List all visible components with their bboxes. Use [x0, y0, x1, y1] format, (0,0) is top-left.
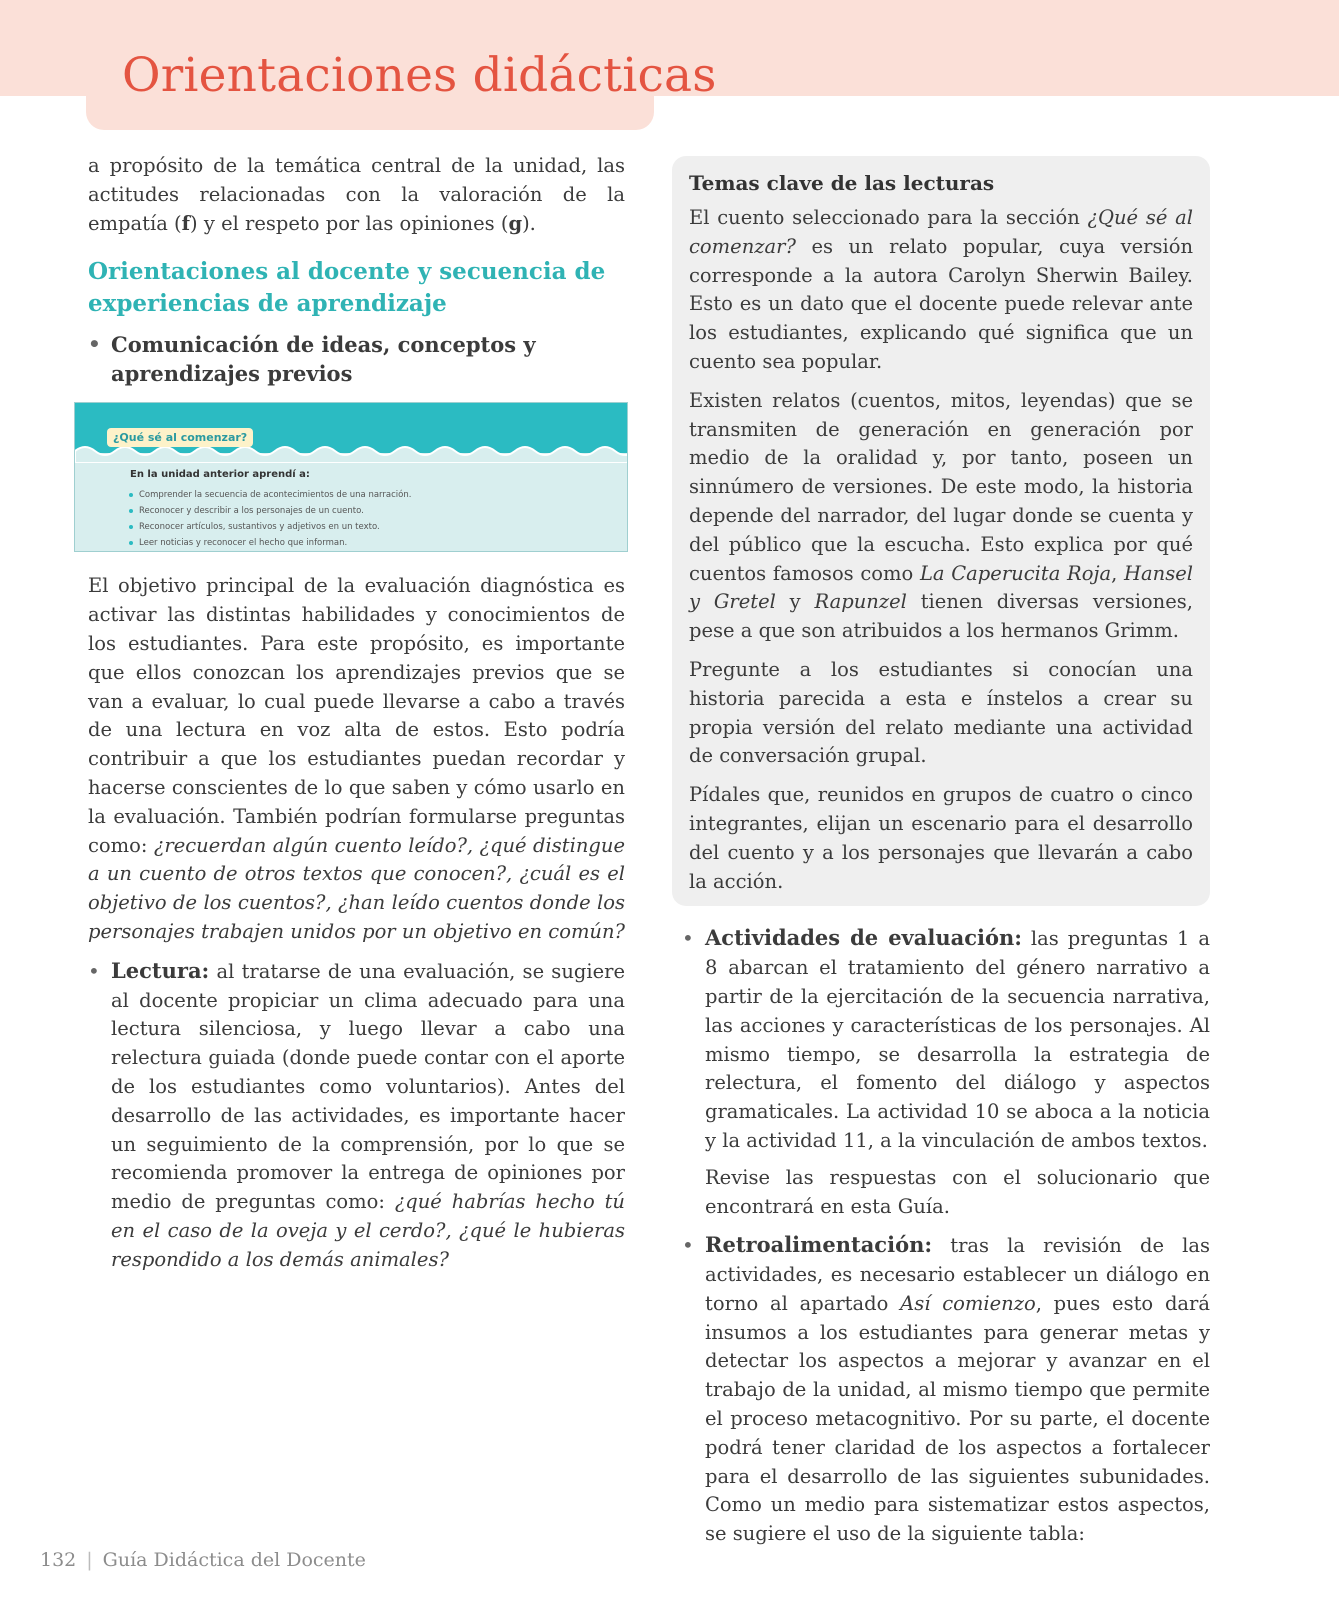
box-paragraph-4: Pídales que, reunidos en grupos de cuatro o cinco integrantes, elijan un escenario para el desarrollo del cuento y a los personajes que llevarán a cabo la acción. — [689, 783, 1193, 893]
feedback-section-name: Así comienzo — [900, 1291, 1036, 1315]
bullet-reading — [88, 957, 625, 1275]
left-column — [88, 152, 625, 1275]
feedback-lead: Retroalimentación: — [705, 1232, 933, 1258]
diagnostic-questions: ¿recuerdan algún cuento leído?, ¿qué distingue a un cuento de otros textos que conocen?, ¿cuál es el objetivo de los cuentos?, ¿han leído cuentos donde los personajes trabajen unidos por un objetivo en común? — [88, 833, 626, 943]
box-p2-text-b: tienen diversas versiones, pese a que son atribuidos a los hermanos Grimm. — [689, 590, 1193, 643]
box-p1-text-b: es un relato popular, cuya versión corresponde a la autora Carolyn Sherwin Bailey. Esto es un dato que el docente puede relevar ante los estudiantes, explicando qué significa que un cuento sea popular. — [689, 234, 1193, 373]
box-paragraph-1 — [689, 204, 1193, 377]
box-p2-sep-2: y — [775, 590, 815, 614]
box-p2-sep-1: , — [1111, 561, 1125, 585]
box-paragraph-3: Pregunte a los estudiantes si conocían una historia parecida a esta e ínstelos a crear su propia versión del relato mediante una actividad de conversación grupal. — [689, 657, 1193, 768]
thumbnail-tag: ¿Qué sé al comenzar? — [107, 428, 253, 447]
reading-text: al tratarse de una evaluación, se sugiere al docente propiciar un clima adecuado para una lectura silenciosa, y luego llevar a cabo una relectura guiada (donde puede contar con el aporte de los estudiantes como voluntarios). Antes del desarrollo de las actividades, es importante hacer un seguimiento de la comprensión, por lo que se recomienda promover la entrega de opiniones por medio de preguntas como: — [111, 959, 625, 1214]
thumbnail-heading: En la unidad anterior aprendí a: — [130, 469, 310, 481]
box-paragraph-2 — [689, 387, 1193, 646]
right-column — [672, 156, 1210, 1549]
intro-paragraph — [88, 152, 625, 238]
footer-separator: | — [86, 1549, 93, 1571]
bullet-evaluation-activities — [682, 924, 1210, 1221]
box-p1-text-a: El cuento seleccionado para la sección — [689, 206, 1088, 229]
intro-letter-g: g — [508, 211, 523, 235]
intro-text-1: a propósito de la temática central de la unidad, las actitudes relacionadas con la valoración de la empatía ( — [88, 154, 625, 235]
thumbnail-list — [127, 487, 411, 551]
thumbnail-item: Comprender la secuencia de acontecimientos de una narración. — [127, 487, 411, 503]
reading-questions: ¿qué habrías hecho tú en el caso de la oveja y el cerdo?, ¿qué le hubieras respondido a los demás animales? — [111, 1190, 625, 1271]
intro-letter-f: f — [181, 211, 191, 235]
feedback-text-b: , pues esto dará insumos a los estudiantes para generar metas y detectar los aspectos a mejorar y avanzar en el trabajo de la unidad, al mismo tiempo que permite el proceso metacognitivo. Por su parte, el docente podrá tener claridad de los aspectos a fortalecer para el desarrollo de las siguientes subunidades. Como un medio para sistematizar estos aspectos, se sugiere el uso de la siguiente tabla: — [705, 1291, 1210, 1546]
bullet-heading-text: Comunicación de ideas, conceptos y aprendizajes previos — [111, 332, 536, 387]
book-title: Guía Didáctica del Docente — [102, 1549, 366, 1571]
textbook-thumbnail — [74, 402, 628, 552]
box-title: Temas clave de las lecturas — [689, 171, 995, 195]
bullet-previous-knowledge — [88, 330, 625, 388]
box-p2-title-3: Rapunzel — [814, 590, 907, 614]
thumbnail-item: Reconocer y describir a los personajes de un cuento. — [127, 503, 411, 519]
evaluation-text: las preguntas 1 a 8 abarcan el tratamiento del género narrativo a partir de la ejercitación de la secuencia narrativa, las acciones y características de los personajes. Al mismo tiempo, se desarrolla la estrategia de relectura, el fomento del diálogo y aspectos gramaticales. La actividad 10 se aboca a la noticia y la actividad 11, a la vinculación de ambos textos. — [705, 927, 1210, 1152]
diagnostic-text: El objetivo principal de la evaluación diagnóstica es activar las distintas habilidades y conocimientos de los estudiantes. Para este propósito, es importante que ellos conozcan los aprendizajes previos que se van a evaluar, lo cual puede llevarse a cabo a través de una lectura en voz alta de estos. Esto podría contribuir a que los estudiantes puedan recordar y hacerse conscientes de lo que saben y cómo usarlo en la evaluación. También podrían formularse preguntas como: — [88, 574, 625, 857]
evaluation-followup: Revise las respuestas con el solucionario que encontrará en esta Guía. — [705, 1165, 1210, 1218]
box-p1-section-name: ¿Qué sé al comenzar? — [689, 206, 1193, 258]
page-title: Orientaciones didácticas — [122, 48, 717, 103]
diagnostic-paragraph — [88, 572, 625, 946]
page-footer — [40, 1549, 366, 1571]
intro-text-2: ) y el respeto por las opiniones ( — [190, 211, 509, 235]
feedback-text-a: tras la revisión de las actividades, es necesario establecer un diálogo en torno al apartado — [705, 1234, 1210, 1315]
box-p2-text-a: Existen relatos (cuentos, mitos, leyendas) que se transmiten de generación en generación por medio de la oralidad y, por tanto, poseen un sinnúmero de versiones. De este modo, la historia depende del narrador, del lugar donde se cuenta y del público que la escucha. Esto explica por qué cuentos famosos como — [689, 388, 1193, 585]
bullet-feedback — [682, 1231, 1210, 1549]
section-title: Orientaciones al docente y secuencia de experiencias de aprendizaje — [88, 258, 606, 318]
intro-text-3: ). — [522, 211, 536, 235]
thumbnail-item: Reconocer artículos, sustantivos y adjetivos en un texto. — [127, 519, 411, 535]
reading-lead: Lectura: — [111, 957, 210, 983]
page-number: 132 — [40, 1549, 77, 1571]
thumbnail-item: Leer noticias y reconocer el hecho que informan. — [127, 535, 411, 551]
box-p2-title-1: La Caperucita Roja — [919, 561, 1112, 585]
evaluation-lead: Actividades de evaluación: — [705, 925, 1023, 951]
key-topics-box — [672, 156, 1210, 906]
box-p2-title-2: Hansel y Gretel — [689, 561, 1194, 614]
